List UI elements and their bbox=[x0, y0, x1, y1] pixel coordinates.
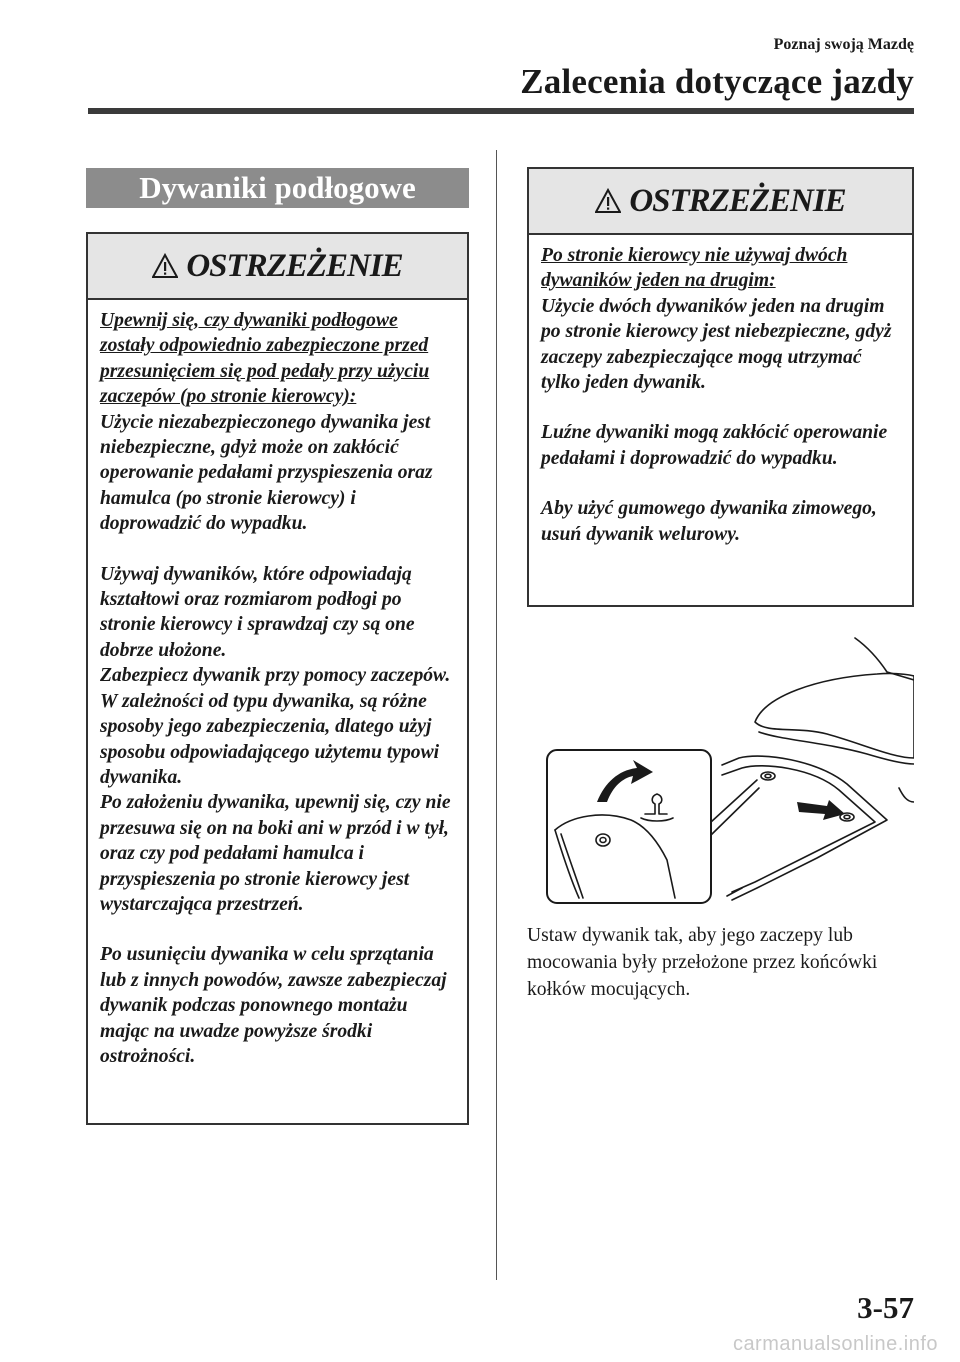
warning-header bbox=[529, 169, 912, 235]
warning-title: OSTRZEŻENIE bbox=[186, 247, 403, 284]
warning-triangle-icon bbox=[595, 188, 621, 214]
header-chapter-title: Zalecenia dotyczące jazdy bbox=[520, 62, 914, 101]
warning-title: OSTRZEŻENIE bbox=[629, 182, 846, 219]
warning-lead: Po stronie kierowcy nie używaj dwóch dywaników jeden na drugim: bbox=[541, 245, 848, 292]
caption-text: Ustaw dywanik tak, aby jego zaczepy lub mocowania były przełożone przez końcówki kołków mocujących. bbox=[527, 925, 878, 1000]
warning-paragraph: Użycie dwóch dywaników jeden na drugim po stronie kierowcy jest niebezpieczne, gdyż zaczepy zabezpieczające mogą utrzymać tylko jeden dywanik. bbox=[541, 295, 892, 394]
warning-body bbox=[88, 300, 467, 1069]
header-rule bbox=[88, 108, 914, 114]
warning-paragraph: Zabezpiecz dywanik przy pomocy zaczepów. bbox=[100, 665, 451, 687]
page-number: 3-57 bbox=[857, 1290, 914, 1325]
warning-body bbox=[529, 235, 912, 547]
warning-lead: Upewnij się, czy dywaniki podłogowe zostały odpowiednio zabezpieczone przed przesunięciem się pod pedały przy użyciu zaczepów (po stronie kierowcy): bbox=[100, 310, 430, 408]
warning-paragraph: Aby użyć gumowego dywanika zimowego, usuń dywanik welurowy. bbox=[541, 498, 877, 545]
section-title: Dywaniki podłogowe bbox=[86, 168, 469, 208]
watermark: carmanualsonline.info bbox=[732, 1333, 938, 1355]
header-section-name: Poznaj swoją Mazdę bbox=[773, 36, 914, 53]
warning-box-left bbox=[86, 232, 469, 1125]
warning-paragraph: Używaj dywaników, które odpowiadają kształtowi oraz rozmiarom podłogi po stronie kierowcy i sprawdzaj czy są one dobrze ułożone. bbox=[100, 563, 415, 661]
warning-box-right bbox=[527, 167, 914, 607]
warning-paragraph: Luźne dywaniki mogą zakłócić operowanie pedałami i doprowadzić do wypadku. bbox=[541, 422, 888, 469]
warning-paragraph: Po usunięciu dywanika w celu sprzątania lub z innych powodów, zawsze zabezpieczaj dywanik podczas ponownego montażu mając na uwadze powyższe środki ostrożności. bbox=[100, 944, 447, 1067]
warning-header bbox=[88, 234, 467, 300]
illustration-caption bbox=[527, 922, 917, 1003]
warning-triangle-icon bbox=[152, 253, 178, 279]
warning-paragraph: W zależności od typu dywanika, są różne sposoby jego zabezpieczenia, dlatego użyj sposobu odpowiadającego użytemu typowi dywanika. bbox=[100, 690, 440, 788]
column-divider bbox=[496, 150, 497, 1280]
warning-paragraph: Po założeniu dywanika, upewnij się, czy nie przesuwa się on na boki ani w przód i w tył, oraz czy pod pedałami hamulca i przyspieszenia po stronie kierowcy jest wystarczająca przestrzeń. bbox=[100, 792, 451, 915]
floor-mat-illustration bbox=[527, 630, 914, 905]
warning-paragraph: Użycie niezabezpieczonego dywanika jest niebezpieczne, gdyż może on zakłócić operowanie pedałami przyspieszenia oraz hamulca (po stronie kierowcy) i doprowadzić do wypadku. bbox=[100, 411, 433, 535]
